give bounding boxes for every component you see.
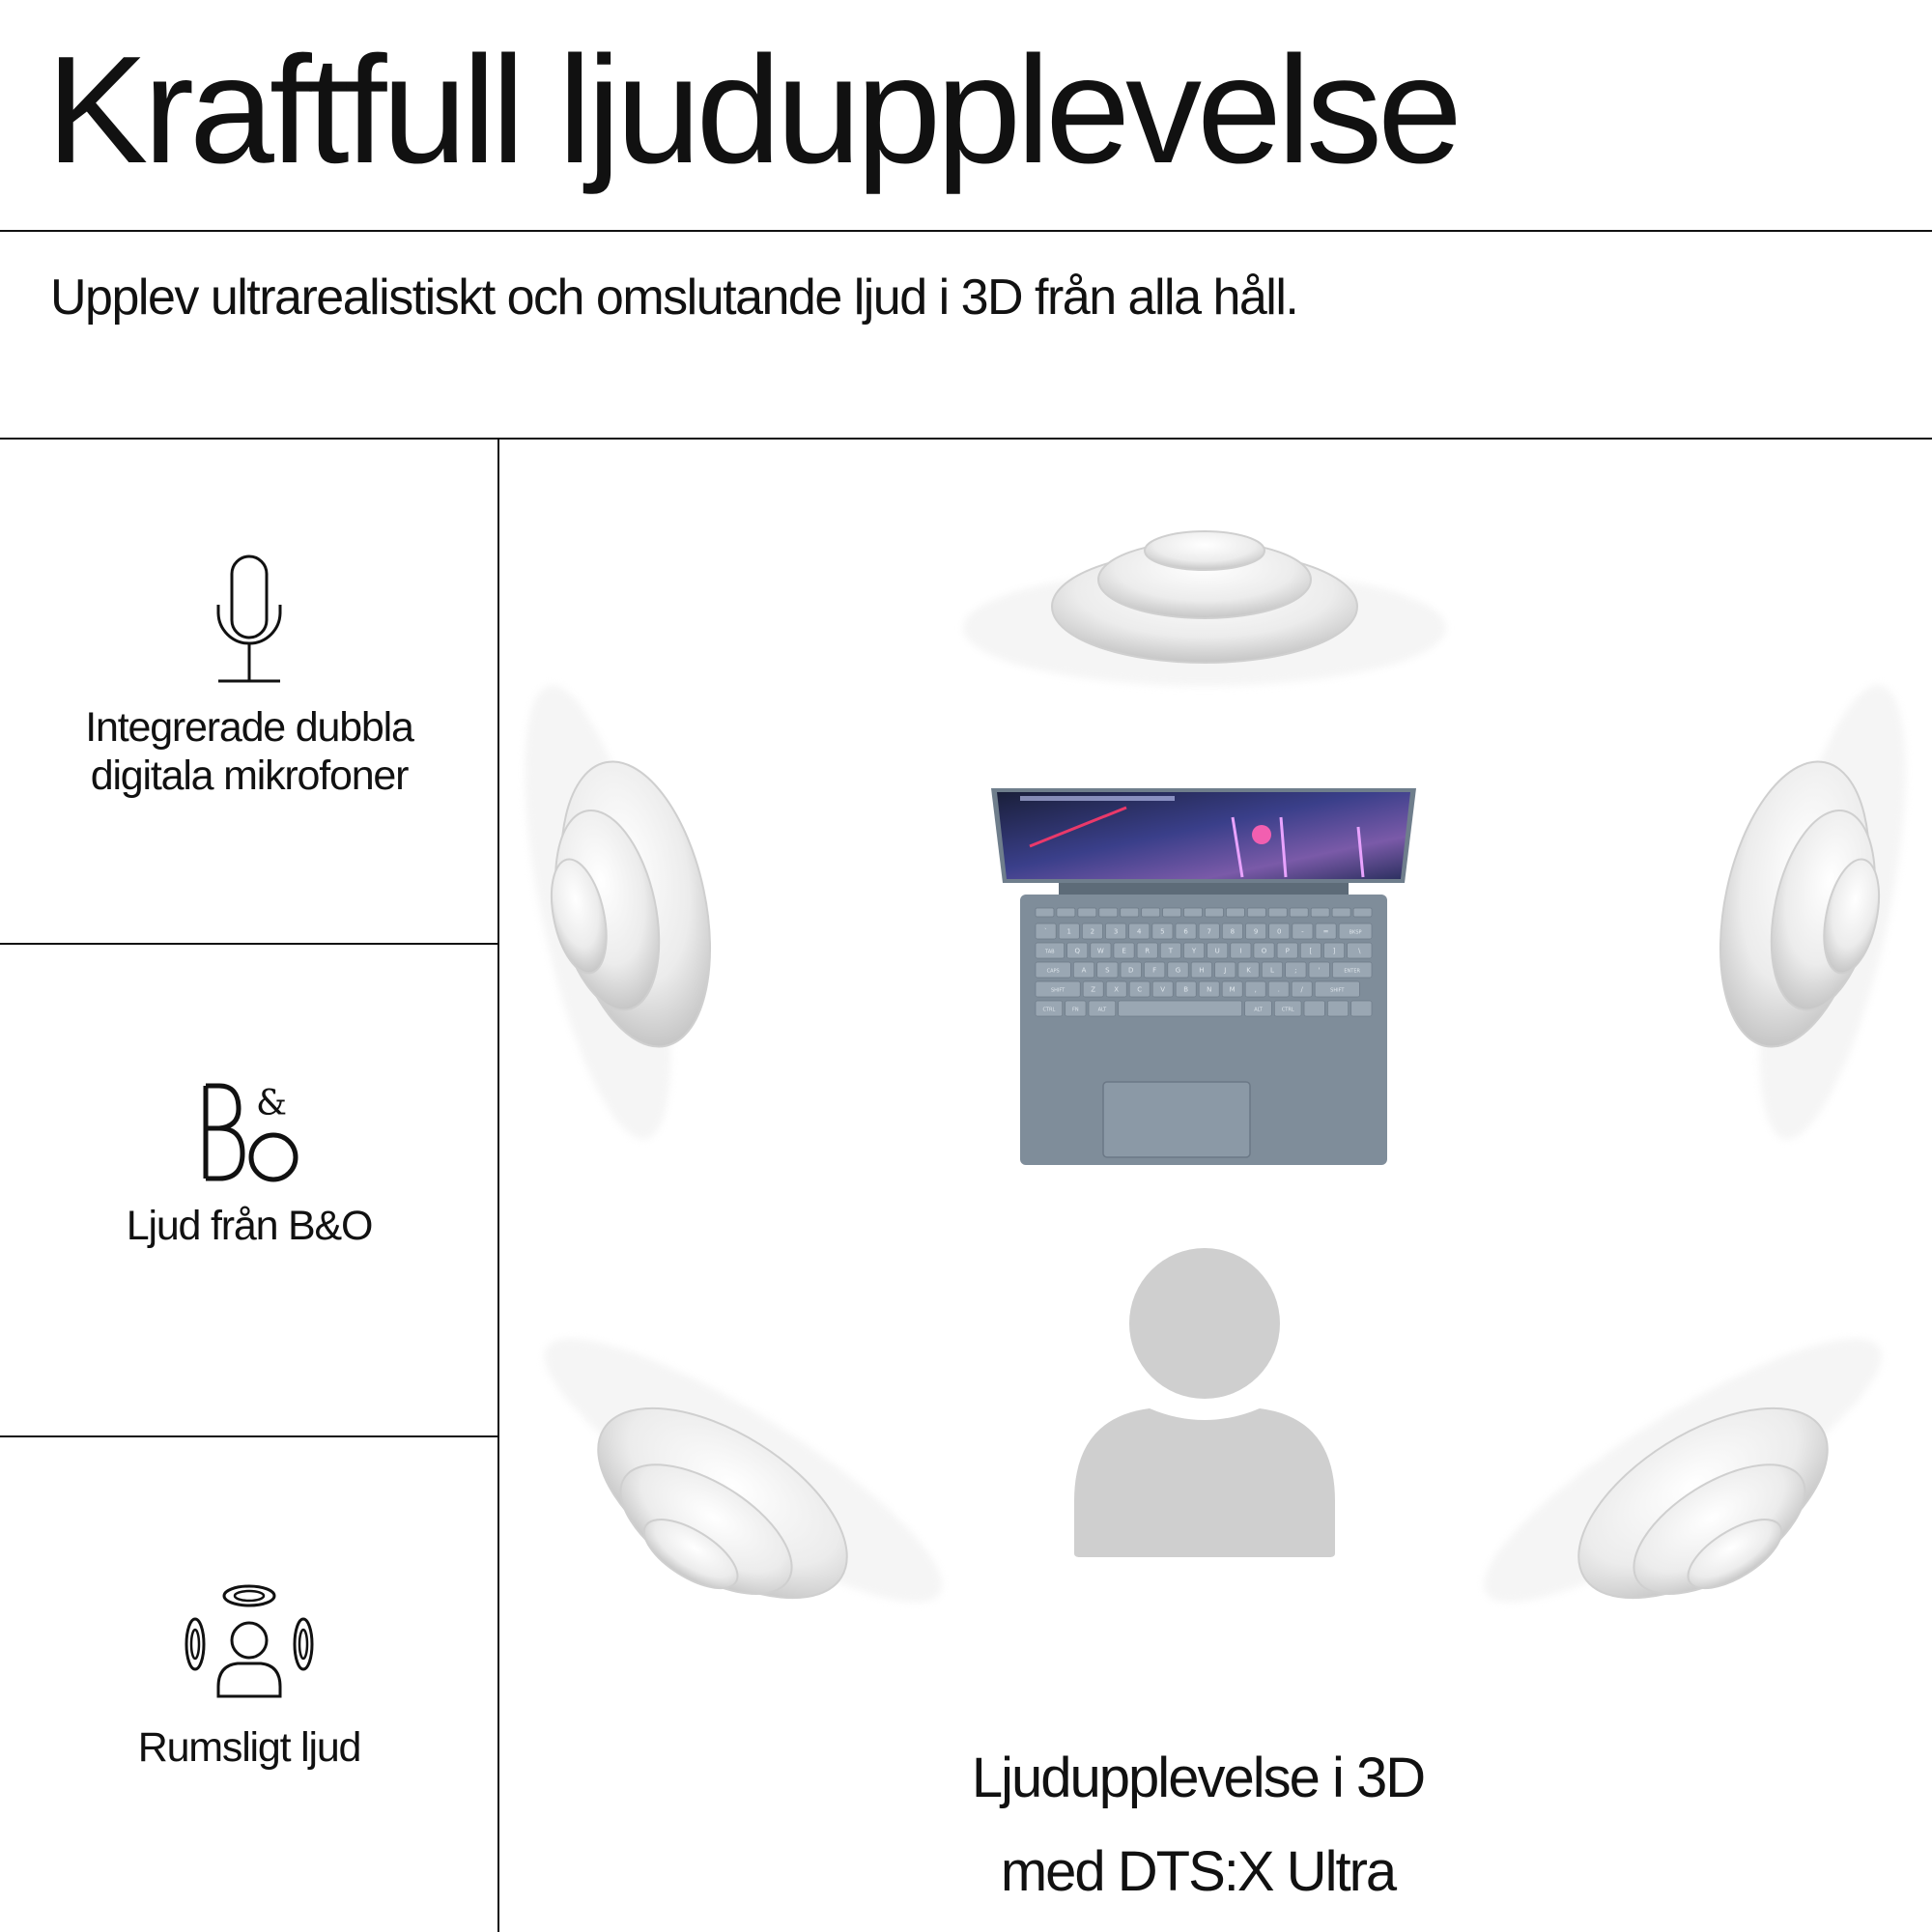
feature-label: Rumsligt ljud	[137, 1724, 361, 1771]
keyboard-key	[1191, 962, 1211, 978]
svg-text:H: H	[1199, 966, 1205, 975]
keyboard-key	[1332, 962, 1372, 978]
feature-divider-2	[0, 1435, 498, 1437]
svg-text:ALT: ALT	[1254, 1007, 1263, 1013]
speaker-top	[963, 531, 1446, 686]
keyboard-key	[1245, 1001, 1272, 1016]
keyboard-key	[1083, 981, 1103, 997]
feature-spatial-audio	[0, 1582, 498, 1772]
svg-text:=: =	[1322, 927, 1329, 936]
svg-text:FN: FN	[1072, 1007, 1079, 1013]
keyboard-key	[1129, 923, 1150, 939]
keyboard-key	[1121, 962, 1141, 978]
svg-text:-: -	[1301, 927, 1304, 936]
page-title: Kraftfull ljudupplevelse	[46, 25, 1458, 195]
keyboard-key	[1168, 962, 1188, 978]
keyboard-key	[1152, 981, 1173, 997]
keyboard-key	[1199, 923, 1219, 939]
svg-text:G: G	[1175, 966, 1181, 975]
svg-text:SHIFT: SHIFT	[1330, 987, 1345, 994]
keyboard-key	[1160, 943, 1180, 958]
caption-line2: med DTS:X Ultra	[1000, 1840, 1396, 1903]
svg-text:6: 6	[1183, 927, 1188, 936]
svg-text:5: 5	[1160, 927, 1165, 936]
keyboard-key	[1286, 962, 1306, 978]
function-key	[1036, 908, 1054, 917]
function-key	[1268, 908, 1287, 917]
svg-text:Z: Z	[1091, 985, 1096, 994]
laptop-hinge	[1059, 883, 1349, 896]
keyboard-key	[1067, 943, 1088, 958]
microphone-icon	[211, 554, 288, 684]
svg-text:P: P	[1285, 947, 1290, 955]
function-key	[1290, 908, 1308, 917]
function-key	[1057, 908, 1075, 917]
svg-text:A: A	[1081, 966, 1087, 975]
keyboard-key	[1114, 943, 1134, 958]
svg-text:F: F	[1152, 966, 1157, 975]
svg-text:S: S	[1105, 966, 1110, 975]
function-key	[1163, 908, 1181, 917]
svg-text:U: U	[1214, 947, 1220, 955]
svg-text:W: W	[1096, 947, 1104, 955]
keyboard-key	[1036, 981, 1080, 997]
svg-text:8: 8	[1230, 927, 1236, 936]
keyboard-key	[1231, 943, 1251, 958]
keyboard-key	[1106, 981, 1126, 997]
touchpad	[1103, 1082, 1250, 1157]
svg-text:K: K	[1246, 966, 1251, 975]
function-key	[1206, 908, 1224, 917]
svg-text:/: /	[1300, 985, 1303, 994]
keyboard-key	[1036, 923, 1056, 939]
feature-divider-1	[0, 943, 498, 945]
feature-microphones	[0, 554, 498, 800]
keyboard-key	[1091, 943, 1111, 958]
svg-text:1: 1	[1066, 927, 1071, 936]
svg-text:I: I	[1239, 947, 1242, 955]
svg-text:TAB: TAB	[1045, 949, 1055, 955]
keyboard-key	[1065, 1001, 1086, 1016]
keyboard-key	[1129, 981, 1150, 997]
keyboard-key	[1348, 943, 1372, 958]
function-key	[1247, 908, 1265, 917]
svg-text:7: 7	[1207, 927, 1211, 936]
svg-text:D: D	[1128, 966, 1134, 975]
svg-text:ALT: ALT	[1097, 1007, 1107, 1013]
svg-text:C: C	[1137, 985, 1143, 994]
keyboard-key	[1323, 943, 1344, 958]
keyboard-key	[1222, 923, 1242, 939]
svg-text:CTRL: CTRL	[1042, 1007, 1056, 1013]
keyboard-key	[1036, 962, 1070, 978]
keyboard-key	[1036, 943, 1065, 958]
surround-sound-illustration	[500, 440, 1932, 1725]
divider-top	[0, 230, 1932, 232]
keyboard-key	[1315, 981, 1359, 997]
bang-olufsen-logo	[196, 1080, 302, 1186]
svg-text:]: ]	[1332, 947, 1336, 955]
svg-text:': '	[1318, 966, 1321, 975]
keyboard-key	[1073, 962, 1094, 978]
svg-text:`: `	[1043, 927, 1048, 936]
function-key	[1332, 908, 1350, 917]
svg-text:CAPS: CAPS	[1046, 968, 1060, 975]
svg-text:B: B	[1183, 985, 1189, 994]
keyboard-key	[1222, 981, 1242, 997]
svg-text:Q: Q	[1074, 947, 1080, 955]
svg-text:ENTER: ENTER	[1344, 968, 1360, 975]
feature-label: Ljud från B&O	[126, 1203, 373, 1249]
svg-text:SHIFT: SHIFT	[1050, 987, 1065, 994]
illustration-caption	[850, 1731, 1546, 1918]
keyboard-key	[1215, 962, 1236, 978]
keyboard-key	[1274, 1001, 1301, 1016]
keyboard-key	[1316, 923, 1336, 939]
spatial-audio-icon	[182, 1582, 317, 1702]
keyboard-key	[1152, 923, 1173, 939]
svg-text:0: 0	[1276, 927, 1282, 936]
svg-text:;: ;	[1294, 966, 1297, 975]
keyboard-key	[1277, 943, 1297, 958]
keyboard-key	[1245, 923, 1265, 939]
keyboard-key	[1105, 923, 1125, 939]
function-key	[1121, 908, 1139, 917]
svg-text:T: T	[1168, 947, 1174, 955]
listener-avatar	[1074, 1248, 1335, 1557]
keyboard-key	[1292, 981, 1312, 997]
keyboard-key	[1059, 923, 1079, 939]
arrow-key	[1304, 1001, 1324, 1016]
keyboard-key	[1300, 943, 1321, 958]
laptop	[991, 788, 1416, 1165]
svg-text:Y: Y	[1191, 947, 1197, 955]
svg-text:\: \	[1358, 947, 1361, 955]
page-subtitle: Upplev ultrarealistiskt och omslutande ljud i 3D från alla håll.	[50, 270, 1298, 326]
divider-main	[0, 438, 1932, 440]
feature-bang-olufsen	[0, 1080, 498, 1250]
function-key	[1142, 908, 1160, 917]
keyboard-key	[1097, 962, 1118, 978]
svg-text:9: 9	[1253, 927, 1259, 936]
svg-text:BKSP: BKSP	[1349, 929, 1362, 936]
svg-text:L: L	[1270, 966, 1274, 975]
keyboard-key	[1208, 943, 1228, 958]
keyboard-key	[1339, 923, 1372, 939]
keyboard-key	[1245, 981, 1265, 997]
keyboard-key	[1089, 1001, 1116, 1016]
arrow-key	[1327, 1001, 1348, 1016]
svg-text:X: X	[1114, 985, 1120, 994]
keyboard-key	[1254, 943, 1274, 958]
caption-line1: Ljudupplevelse i 3D	[971, 1747, 1425, 1809]
function-key	[1184, 908, 1203, 917]
feature-label-line1: Integrerade dubbla	[85, 704, 413, 751]
svg-text:O: O	[1261, 947, 1267, 955]
function-key	[1226, 908, 1244, 917]
speaker-left	[500, 663, 752, 1151]
svg-text:&: &	[256, 1084, 288, 1123]
keyboard-key	[1176, 981, 1196, 997]
keyboard-key	[1269, 923, 1290, 939]
keyboard-key	[1293, 923, 1313, 939]
svg-text:.: .	[1277, 985, 1280, 994]
keyboard-key	[1137, 943, 1157, 958]
keyboard-key	[1268, 981, 1289, 997]
keyboard-key	[1144, 962, 1164, 978]
svg-text:,: ,	[1254, 985, 1257, 994]
svg-text:4: 4	[1137, 927, 1142, 936]
speaker-bottom-left	[500, 1300, 969, 1696]
svg-text:R: R	[1145, 947, 1151, 955]
svg-text:E: E	[1122, 947, 1126, 955]
svg-text:CTRL: CTRL	[1281, 1007, 1294, 1013]
keyboard-key	[1176, 923, 1196, 939]
spacebar-key	[1119, 1001, 1242, 1016]
keyboard-key	[1238, 962, 1259, 978]
svg-text:M: M	[1229, 985, 1236, 994]
keyboard-key	[1309, 962, 1329, 978]
speaker-bottom-right	[1457, 1300, 1932, 1696]
keyboard-key	[1199, 981, 1219, 997]
arrow-key	[1351, 1001, 1372, 1016]
keyboard-key	[1262, 962, 1282, 978]
svg-text:[: [	[1309, 947, 1313, 955]
function-key	[1353, 908, 1372, 917]
feature-label-line2: digitala mikrofoner	[90, 753, 409, 799]
speaker-right	[1679, 663, 1932, 1151]
svg-text:J: J	[1224, 966, 1227, 975]
function-key	[1078, 908, 1096, 917]
svg-text:V: V	[1160, 985, 1166, 994]
keyboard-key	[1082, 923, 1102, 939]
svg-text:3: 3	[1113, 927, 1119, 936]
keyboard-key	[1036, 1001, 1063, 1016]
svg-text:N: N	[1207, 985, 1212, 994]
keyboard-key	[1183, 943, 1204, 958]
function-key	[1099, 908, 1118, 917]
svg-text:2: 2	[1090, 927, 1095, 936]
function-key	[1311, 908, 1329, 917]
